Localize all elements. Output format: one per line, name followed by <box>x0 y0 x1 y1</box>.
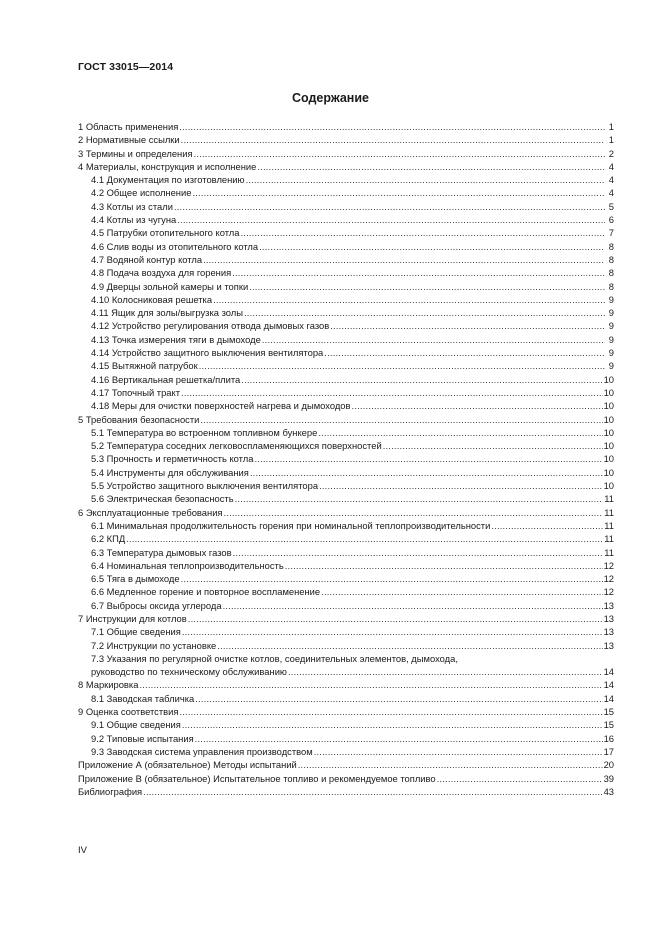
toc-leader-dots <box>235 492 604 505</box>
toc-entry-title: 9.1 Общие сведения <box>91 719 181 731</box>
toc-leader-dots <box>246 173 605 186</box>
toc-entry <box>78 200 614 213</box>
toc-entry-page: 4 <box>608 187 614 199</box>
toc-entry <box>78 585 614 598</box>
toc-entry-title: 6.4 Номинальная теплопроизводительность <box>91 559 284 571</box>
toc-leader-dots <box>139 678 602 691</box>
toc-entry <box>78 147 614 160</box>
toc-leader-dots <box>244 306 605 319</box>
toc-leader-dots <box>257 160 605 173</box>
toc-entry-title: 9 Оценка соответствия <box>78 706 179 718</box>
toc-entry-page: 12 <box>603 559 614 571</box>
toc-entry <box>78 758 614 771</box>
toc-entry <box>78 213 614 226</box>
toc-entry-page: 14 <box>603 692 614 704</box>
toc-leader-dots <box>179 705 602 718</box>
toc-entry-page: 10 <box>603 480 614 492</box>
toc-leader-dots <box>285 559 603 572</box>
toc-leader-dots <box>254 452 602 465</box>
toc-entry <box>78 466 614 479</box>
toc-entry-page: 11 <box>604 546 614 558</box>
toc-entry-page: 4 <box>608 160 614 172</box>
toc-entry <box>78 426 614 439</box>
toc-leader-dots <box>224 506 604 519</box>
toc-leader-dots <box>182 625 603 638</box>
toc-entry <box>78 785 614 798</box>
toc-entry-title: 4.11 Ящик для золы/выгрузка золы <box>91 307 243 319</box>
toc-entry <box>78 772 614 785</box>
toc-entry <box>78 226 614 239</box>
toc-entry-page: 6 <box>608 214 614 226</box>
toc-entry-page: 9 <box>608 320 614 332</box>
toc-leader-dots <box>240 226 605 239</box>
toc-leader-dots <box>179 120 605 133</box>
toc-entry-page: 5 <box>608 200 614 212</box>
toc-entry <box>78 373 614 386</box>
toc-entry-title: 8.1 Заводская табличка <box>91 692 195 704</box>
toc-entry-page: 11 <box>604 506 614 518</box>
toc-entry-page: 10 <box>603 373 614 385</box>
toc-leader-dots <box>181 133 605 146</box>
toc-entry-title: 7.3 Указания по регулярной очистке котлов, соединительных элементов, дымохода, <box>91 652 458 664</box>
toc-entry-title: 4.15 Вытяжной патрубок <box>91 360 198 372</box>
toc-entry-page: 10 <box>603 386 614 398</box>
toc-entry-title: 5 Требования безопасности <box>78 413 200 425</box>
toc-entry <box>78 359 614 372</box>
toc-entry <box>78 692 614 705</box>
toc-entry-title: Приложение А (обязательное) Методы испытаний <box>78 759 297 771</box>
page-number: IV <box>78 845 87 856</box>
toc-entry-title: 7 Инструкции для котлов <box>78 612 187 624</box>
toc-entry-title: 3 Термины и определения <box>78 147 193 159</box>
toc-entry-page: 39 <box>603 772 614 784</box>
toc-leader-dots <box>195 732 603 745</box>
toc-entry-page: 17 <box>603 745 614 757</box>
toc-entry-title: 6.5 Тяга в дымоходе <box>91 573 180 585</box>
toc-leader-dots <box>213 293 605 306</box>
toc-entry-title: 9.2 Типовые испытания <box>91 732 194 744</box>
toc-entry-title: 5.5 Устройство защитного выключения вентилятора <box>91 480 319 492</box>
toc-entry <box>78 506 614 519</box>
toc-entry-page: 4 <box>608 174 614 186</box>
toc-entry <box>78 333 614 346</box>
toc-leader-dots <box>195 692 602 705</box>
toc-entry-page: 11 <box>604 533 614 545</box>
toc-entry-page: 8 <box>608 280 614 292</box>
toc-entry-title: 5.6 Электрическая безопасность <box>91 493 234 505</box>
toc-entry-page: 13 <box>603 612 614 624</box>
toc-leader-dots <box>126 532 603 545</box>
toc-entry-title: Библиография <box>78 785 143 797</box>
toc-entry-page: 10 <box>603 440 614 452</box>
toc-leader-dots <box>233 546 604 559</box>
toc-entry <box>78 306 614 319</box>
toc-entry-title: руководство по техническому обслуживанию <box>91 666 287 678</box>
toc-entry-page: 9 <box>608 307 614 319</box>
toc-entry-page: 9 <box>608 333 614 345</box>
toc-entry <box>78 319 614 332</box>
toc-leader-dots <box>383 439 603 452</box>
toc-entry <box>78 186 614 199</box>
toc-entry-title: 6.3 Температура дымовых газов <box>91 546 232 558</box>
toc-leader-dots <box>181 386 603 399</box>
toc-entry <box>78 559 614 572</box>
toc-entry-title: 5.4 Инструменты для обслуживания <box>91 466 249 478</box>
toc-leader-dots <box>330 319 605 332</box>
toc-entry-page: 1 <box>608 121 614 132</box>
toc-entry-title: 4.2 Общее исполнение <box>91 187 192 199</box>
toc-leader-dots <box>194 147 605 160</box>
toc-entry-title: 4.3 Котлы из стали <box>91 200 173 212</box>
toc-entry-title: 5.1 Температура во встроенном топливном бункере <box>91 426 318 438</box>
toc-entry-page: 12 <box>603 573 614 585</box>
toc-leader-dots <box>298 758 603 771</box>
toc-entry <box>78 745 614 758</box>
toc-entry-page: 10 <box>603 453 614 465</box>
toc-entry-title: 4 Материалы, конструкция и исполнение <box>78 160 257 172</box>
table-of-contents <box>78 120 614 798</box>
toc-entry-page: 13 <box>603 639 614 651</box>
toc-entry-title: 4.7 Водяной контур котла <box>91 253 203 265</box>
toc-entry <box>78 492 614 505</box>
toc-entry-title: 4.9 Дверцы зольной камеры и топки <box>91 280 249 292</box>
toc-entry <box>78 546 614 559</box>
toc-leader-dots <box>288 665 603 678</box>
toc-title: Содержание <box>291 91 369 105</box>
toc-leader-dots <box>262 333 605 346</box>
toc-entry <box>78 665 614 678</box>
toc-entry-title: 4.5 Патрубки отопительного котла <box>91 227 240 239</box>
toc-entry <box>78 253 614 266</box>
toc-entry-page: 10 <box>603 426 614 438</box>
toc-entry <box>78 399 614 412</box>
toc-entry-page: 9 <box>608 347 614 359</box>
toc-leader-dots <box>223 599 603 612</box>
toc-entry-page: 10 <box>603 466 614 478</box>
toc-entry <box>78 160 614 173</box>
toc-leader-dots <box>259 240 605 253</box>
toc-entry-title: 4.8 Подача воздуха для горения <box>91 267 232 279</box>
toc-leader-dots <box>352 399 603 412</box>
toc-leader-dots <box>491 519 603 532</box>
toc-entry-page: 43 <box>603 785 614 797</box>
toc-entry-title: 6.6 Медленное горение и повторное воспламенение <box>91 586 321 598</box>
toc-entry <box>78 293 614 306</box>
toc-entry-title: 4.12 Устройство регулирования отвода дымовых газов <box>91 320 330 332</box>
toc-entry <box>78 572 614 585</box>
toc-leader-dots <box>188 612 603 625</box>
toc-entry-title: 1 Область применения <box>78 121 179 132</box>
toc-entry-title: 4.17 Топочный тракт <box>91 386 181 398</box>
toc-entry-title: 2 Нормативные ссылки <box>78 134 180 146</box>
toc-leader-dots <box>249 280 605 293</box>
toc-entry-page: 14 <box>603 679 614 691</box>
toc-entry-title: 4.10 Колосниковая решетка <box>91 293 213 305</box>
toc-entry <box>78 652 614 665</box>
toc-entry <box>78 120 614 133</box>
toc-entry <box>78 173 614 186</box>
toc-entry <box>78 266 614 279</box>
toc-entry <box>78 413 614 426</box>
toc-leader-dots <box>324 346 605 359</box>
toc-leader-dots <box>241 373 602 386</box>
toc-entry <box>78 625 614 638</box>
toc-entry <box>78 439 614 452</box>
toc-entry <box>78 532 614 545</box>
toc-entry-title: 4.14 Устройство защитного выключения вентилятора <box>91 347 324 359</box>
toc-entry <box>78 386 614 399</box>
toc-entry-title: 8 Маркировка <box>78 679 139 691</box>
toc-leader-dots <box>199 359 605 372</box>
toc-entry-page: 9 <box>608 360 614 372</box>
toc-entry-page: 8 <box>608 253 614 265</box>
toc-entry <box>78 280 614 293</box>
toc-leader-dots <box>437 772 603 785</box>
toc-entry-page: 1 <box>608 134 614 146</box>
toc-entry-page: 15 <box>603 719 614 731</box>
toc-entry <box>78 718 614 731</box>
toc-leader-dots <box>314 745 603 758</box>
toc-entry-title: 7.2 Инструкции по установке <box>91 639 217 651</box>
toc-leader-dots <box>203 253 605 266</box>
document-code: ГОСТ 33015—2014 <box>78 61 174 73</box>
toc-entry-page: 16 <box>603 732 614 744</box>
toc-entry-title: 4.4 Котлы из чугуна <box>91 214 177 226</box>
toc-entry <box>78 599 614 612</box>
toc-entry-page: 8 <box>608 240 614 252</box>
toc-entry <box>78 133 614 146</box>
toc-entry <box>78 705 614 718</box>
toc-leader-dots <box>318 426 602 439</box>
toc-entry-title: 4.16 Вертикальная решетка/плита <box>91 373 241 385</box>
toc-entry-title: 4.18 Меры для очистки поверхностей нагрева и дымоходов <box>91 400 351 412</box>
toc-entry-title: 6.1 Минимальная продолжительность горения при номинальной теплопроизводительности <box>91 519 491 531</box>
toc-entry-page: 13 <box>603 599 614 611</box>
toc-entry <box>78 346 614 359</box>
toc-entry-title: 9.3 Заводская система управления производством <box>91 745 313 757</box>
toc-entry-title: 4.6 Слив воды из отопительного котла <box>91 240 259 252</box>
toc-entry <box>78 452 614 465</box>
toc-entry-title: 6.7 Выбросы оксида углерода <box>91 599 222 611</box>
toc-leader-dots <box>217 639 602 652</box>
toc-entry-page: 12 <box>603 586 614 598</box>
toc-entry-page: 2 <box>608 147 614 159</box>
toc-leader-dots <box>232 266 605 279</box>
toc-leader-dots <box>192 186 605 199</box>
toc-entry-page: 7 <box>608 227 614 239</box>
toc-entry <box>78 612 614 625</box>
toc-entry-title: 5.3 Прочность и герметичность котла <box>91 453 254 465</box>
toc-leader-dots <box>321 585 602 598</box>
toc-entry <box>78 519 614 532</box>
toc-leader-dots <box>319 479 603 492</box>
toc-leader-dots <box>174 200 605 213</box>
toc-entry-page: 14 <box>603 666 614 678</box>
toc-entry-page: 8 <box>608 267 614 279</box>
toc-entry-page: 13 <box>603 626 614 638</box>
toc-leader-dots <box>143 785 602 798</box>
toc-leader-dots <box>182 718 603 731</box>
toc-entry-page: 11 <box>604 519 614 531</box>
toc-entry-page: 10 <box>603 400 614 412</box>
toc-entry-page: 10 <box>603 413 614 425</box>
toc-entry-title: 5.2 Температура соседних легковоспламеняющихся поверхностей <box>91 440 382 452</box>
toc-entry-title: 6.2 КПД <box>91 533 126 545</box>
toc-entry-page: 20 <box>603 759 614 771</box>
toc-entry <box>78 732 614 745</box>
toc-entry <box>78 639 614 652</box>
toc-entry <box>78 240 614 253</box>
toc-leader-dots <box>181 572 603 585</box>
toc-entry-page: 9 <box>608 293 614 305</box>
toc-entry-title: 4.13 Точка измерения тяги в дымоходе <box>91 333 261 345</box>
toc-leader-dots <box>177 213 605 226</box>
toc-entry-page: 15 <box>603 706 614 718</box>
toc-entry <box>78 678 614 691</box>
toc-entry-page: 11 <box>604 493 614 505</box>
toc-leader-dots <box>200 413 602 426</box>
toc-entry-title: Приложение В (обязательное) Испытательное топливо и рекомендуемое топливо <box>78 772 436 784</box>
toc-entry-title: 7.1 Общие сведения <box>91 626 181 638</box>
toc-entry <box>78 479 614 492</box>
toc-leader-dots <box>250 466 603 479</box>
toc-entry-title: 6 Эксплуатационные требования <box>78 506 223 518</box>
toc-entry-title: 4.1 Документация по изготовлению <box>91 174 245 186</box>
